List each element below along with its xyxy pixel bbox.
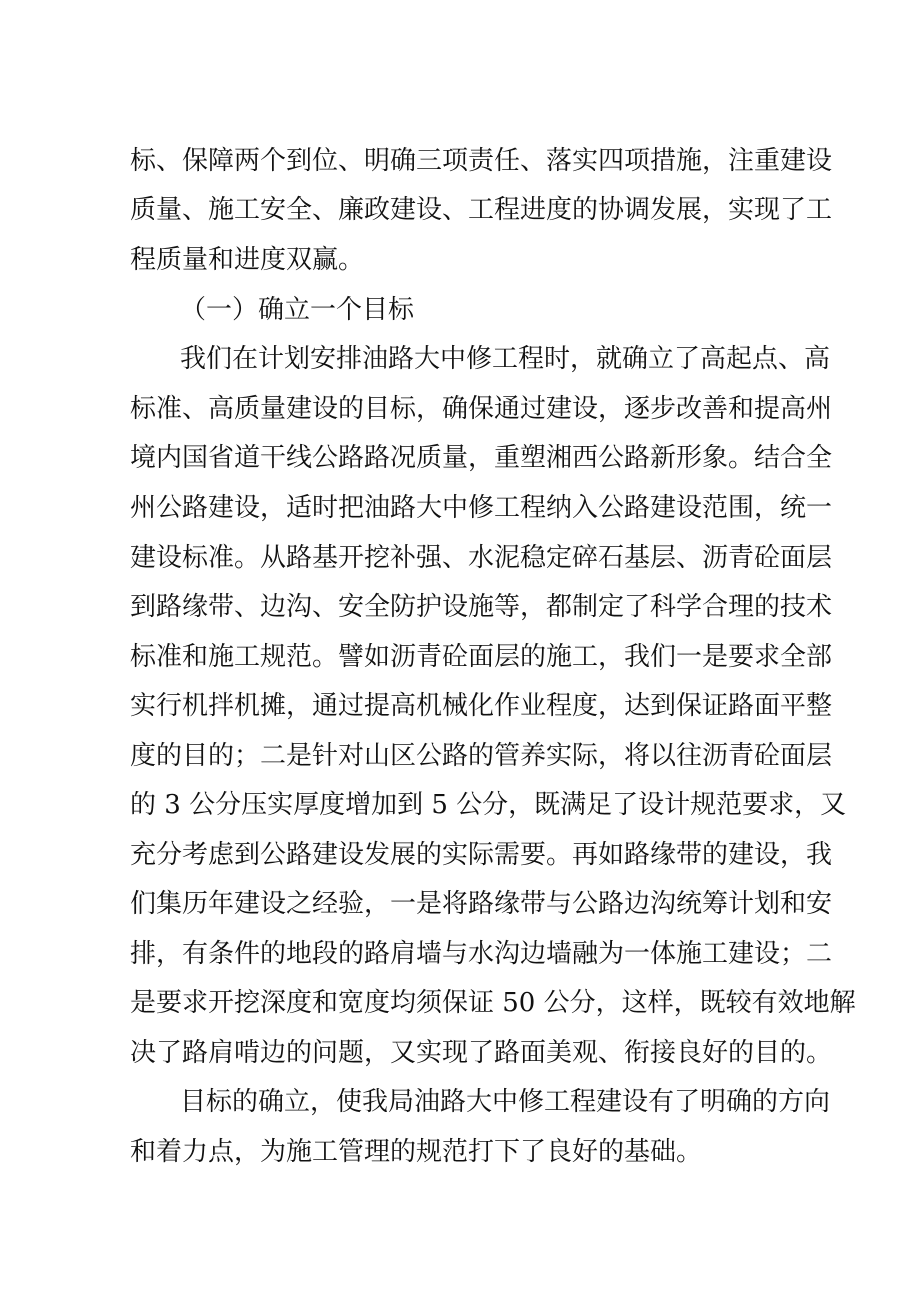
text-line: 度的目的；二是针对山区公路的管养实际，将以往沥青砼面层 [130, 741, 833, 771]
text-line: 充分考虑到公路建设发展的实际需要。再如路缘带的建设，我 [130, 840, 833, 870]
text-line: 境内国省道干线公路路况质量，重塑湘西公路新形象。结合全 [130, 443, 833, 473]
text-line: 决了路肩啃边的问题，又实现了路面美观、衔接良好的目的。 [130, 1038, 833, 1068]
text-line: 程质量和进度双赢。 [130, 245, 365, 275]
text-line: 到路缘带、边沟、安全防护设施等，都制定了科学合理的技术 [130, 592, 833, 622]
text-line: 质量、施工安全、廉政建设、工程进度的协调发展，实现了工 [130, 195, 833, 225]
text-line: 州公路建设，适时把油路大中修工程纳入公路建设范围，统一 [130, 493, 833, 523]
text-line: 我们在计划安排油路大中修工程时，就确立了高起点、高 [180, 344, 831, 374]
text-line: 和着力点，为施工管理的规范打下了良好的基础。 [130, 1137, 703, 1167]
text-line: 目标的确立，使我局油路大中修工程建设有了明确的方向 [180, 1087, 831, 1117]
text-line: 的 3 公分压实厚度增加到 5 公分，既满足了设计规范要求，又 [130, 790, 847, 820]
section-heading: （一）确立一个目标 [180, 295, 415, 325]
text-line: 实行机拌机摊，通过提高机械化作业程度，达到保证路面平整 [130, 691, 833, 721]
text-line: 标准和施工规范。譬如沥青砼面层的施工，我们一是要求全部 [130, 642, 833, 672]
text-line: 建设标准。从路基开挖补强、水泥稳定碎石基层、沥青砼面层 [130, 543, 833, 573]
text-line: 是要求开挖深度和宽度均须保证 50 公分，这样，既较有效地解 [130, 988, 856, 1018]
text-line: 标准、高质量建设的目标，确保通过建设，逐步改善和提高州 [130, 394, 833, 424]
text-line: 标、保障两个到位、明确三项责任、落实四项措施，注重建设 [130, 146, 833, 176]
text-line: 排，有条件的地段的路肩墙与水沟边墙融为一体施工建设；二 [130, 939, 833, 969]
text-line: 们集历年建设之经验，一是将路缘带与公路边沟统筹计划和安 [130, 889, 833, 919]
